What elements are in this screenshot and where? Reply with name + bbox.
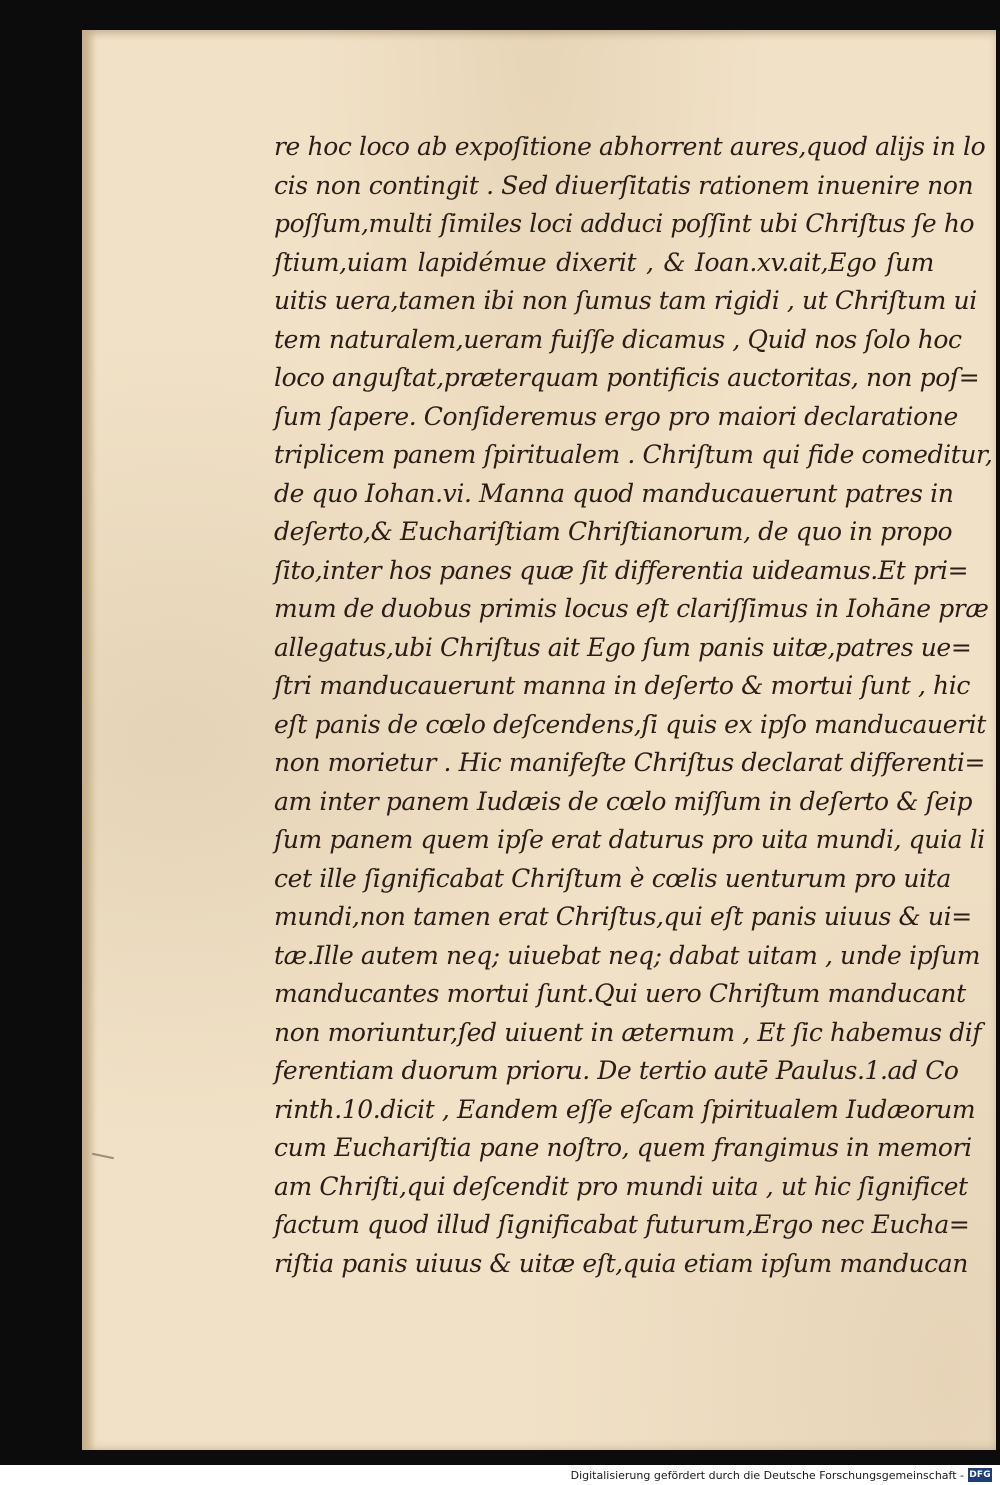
text-line: factum quod illud ſignificabat futurum,Ergo nec Eucha= xyxy=(274,1210,970,1239)
text-line: mum de duobus primis locus eſt clariſſimus in Iohāne præ xyxy=(274,594,989,623)
digitization-credit: Digitalisierung gefördert durch die Deutsche Forschungsgemeinschaft - xyxy=(570,1469,964,1482)
dfg-logo: DFG xyxy=(969,1470,991,1480)
text-line: tem naturalem,ueram fuiſſe dicamus , Quid nos ſolo hoc xyxy=(274,324,962,354)
text-line: ferentiam duorum prioru. De tertio autē Paulus.1.ad Co xyxy=(274,1056,959,1085)
text-line: cum Euchariſtia pane noſtro, quem frangimus in memori xyxy=(274,1133,972,1162)
text-line: non morietur . Hic manifeſte Chriſtus declarat differenti= xyxy=(274,748,986,777)
text-line: ſum panem quem ipſe erat daturus pro uita mundi, quia li xyxy=(274,825,985,854)
text-line: allegatus,ubi Chriſtus ait Ego ſum panis uitæ,patres ue= xyxy=(274,632,972,662)
text-line: tæ.Ille autem neq; uiuebat neq; dabat uitam , unde ipſum xyxy=(274,940,981,970)
text-line: uitis uera,tamen ibi non ſumus tam rigidi , ut Chriſtum ui xyxy=(274,286,977,315)
text-line: deſerto,& Euchariſtiam Chriſtianorum, de quo in propo xyxy=(274,517,953,546)
text-line: cet ille ſignificabat Chriſtum è cœlis uenturum pro uita xyxy=(274,863,951,893)
text-line: ſito,inter hos panes quæ ſit differentia uideamus.Et pri= xyxy=(274,555,969,585)
text-line: non moriuntur,ſed uiuent in æternum , Et ſic habemus dif xyxy=(274,1017,982,1047)
text-line: ſum ſapere. Conſideremus ergo pro maiori declaratione xyxy=(274,401,958,431)
text-line: ſtri manducauerunt manna in deſerto & mortui ſunt , hic xyxy=(274,671,970,700)
page-gutter-shadow xyxy=(82,30,96,1450)
text-line: am inter panem Iudæis de cœlo miſſum in deſerto & ſeip xyxy=(274,786,973,816)
text-line: mundi,non tamen erat Chriſtus,qui eſt panis uiuus & ui= xyxy=(274,902,972,931)
text-line: rinth.10.dicit , Eandem eſſe eſcam ſpiritualem Iudæorum xyxy=(274,1094,976,1124)
body-text xyxy=(274,128,993,1283)
text-line: re hoc loco ab expoſitione abhorrent aures,quod alijs in lo xyxy=(274,132,986,161)
text-line: ſtium,uiam lapidémue dixerit , & Ioan.xv.ait,Ego ſum xyxy=(274,247,934,277)
text-line: poſſum,multi ſimiles loci adduci poſſint ubi Chriſtus ſe ho xyxy=(274,209,975,238)
text-line: cis non contingit . Sed diuerſitatis rationem inuenire non xyxy=(274,170,974,200)
text-line: manducantes mortui ſunt.Qui uero Chriſtum manducant xyxy=(274,979,966,1008)
text-line: triplicem panem ſpiritualem . Chriſtum qui fide comeditur, xyxy=(274,440,993,469)
text-line: loco anguſtat,præterquam pontificis auctoritas, non poſ= xyxy=(274,363,980,392)
text-line: am Chriſti,qui deſcendit pro mundi uita , ut hic ſignificet xyxy=(274,1171,968,1201)
text-line: de quo Iohan.vi. Manna quod manducauerunt patres in xyxy=(274,478,954,508)
text-line: riſtia panis uiuus & uitæ eſt,quia etiam ipſum manducan xyxy=(274,1248,968,1278)
text-line: eſt panis de cœlo deſcendens,ſi quis ex ipſo manducauerit xyxy=(274,709,986,739)
